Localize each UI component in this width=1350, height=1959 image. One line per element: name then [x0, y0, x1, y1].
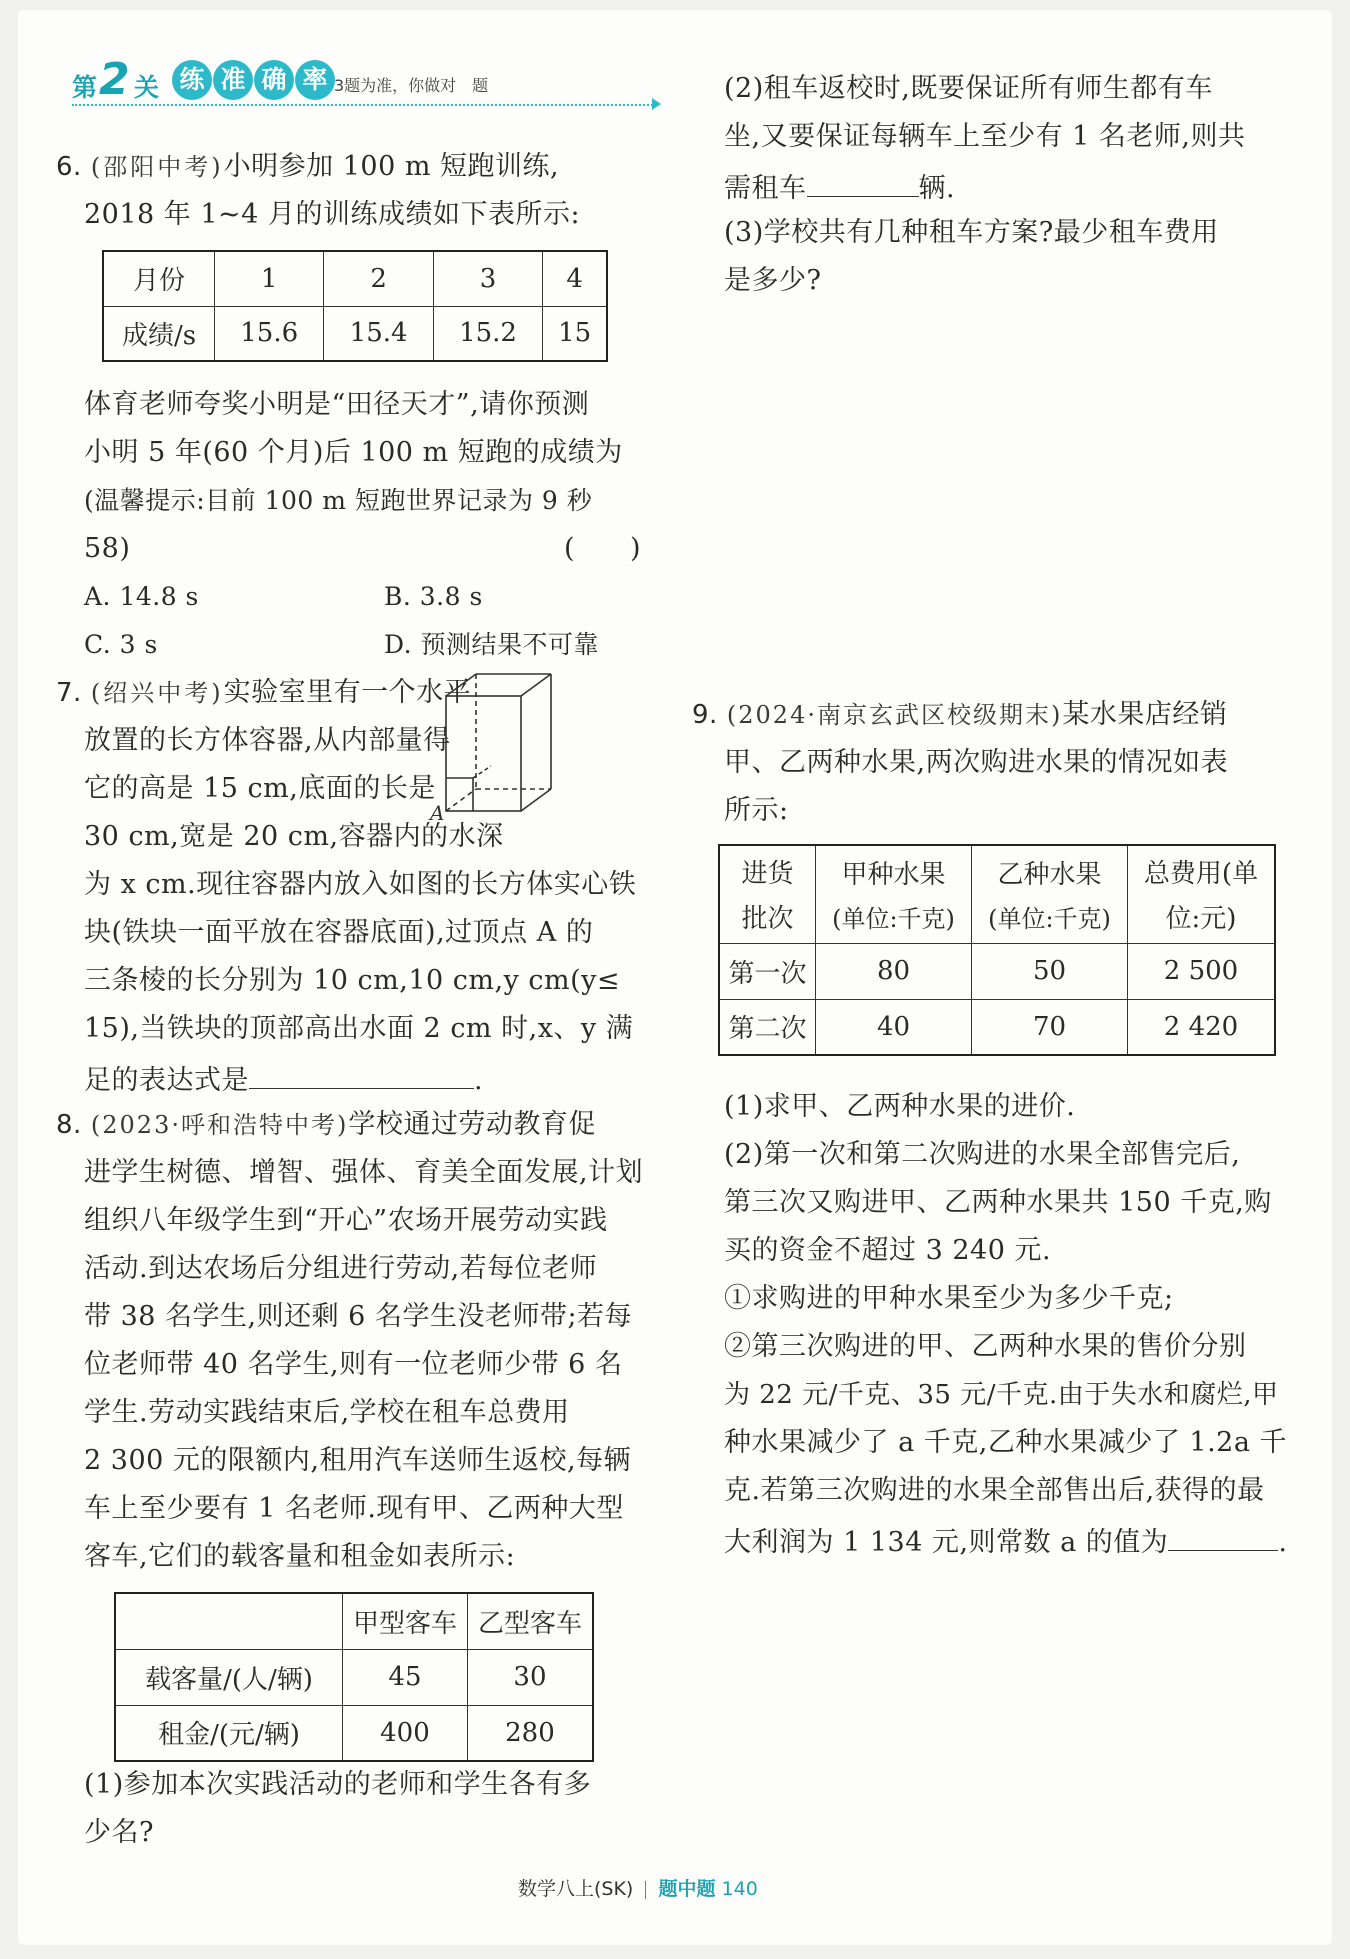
- q7-source: (绍兴中考): [90, 679, 224, 707]
- q7-line-8: 15),当铁块的顶部高出水面 2 cm 时,x、y 满: [84, 1013, 634, 1044]
- q7-line-9: [84, 1062, 483, 1096]
- q9-answer-line-6: ②第三次购进的甲、乙两种水果的售价分别: [724, 1331, 1247, 1362]
- q9-source: (2024·南京玄武区校级期末): [726, 701, 1063, 729]
- q6-text-1: 小明参加 100 m 短跑训练,: [223, 151, 560, 182]
- cuboid-front-face: [446, 696, 521, 811]
- table-cell: 乙型客车: [467, 1593, 593, 1649]
- table-cell: 第二次: [719, 999, 816, 1055]
- table-cell: 280: [467, 1705, 593, 1761]
- q8-line-3: 组织八年级学生到“开心”农场开展劳动实践: [84, 1205, 608, 1236]
- q6-line-1: [56, 152, 559, 182]
- footer-section: 题中题: [658, 1878, 716, 1900]
- q8-line-8: 2 300 元的限额内,租用汽车送师生返校,每辆: [84, 1445, 632, 1476]
- page-footer: [518, 1874, 758, 1901]
- table-cell: 50: [972, 943, 1128, 999]
- q8-source: (2023·呼和浩特中考): [90, 1111, 349, 1139]
- q8-line-6: 位老师带 40 名学生,则有一位老师少带 6 名: [84, 1349, 623, 1380]
- table-cell: 载客量/(人/辆): [115, 1649, 343, 1705]
- cuboid-top-right-edge: [521, 674, 551, 696]
- header-dotted-line: [72, 104, 657, 106]
- q7-line-1: [56, 678, 471, 708]
- footer-page-number: 140: [721, 1878, 758, 1900]
- q8-part2-line-3: [724, 170, 955, 204]
- q9-answer-line-4: 买的资金不超过 3 240 元.: [724, 1235, 1052, 1266]
- q9-answer-line-8: 种水果减少了 a 千克,乙种水果减少了 1.2a 千: [724, 1427, 1288, 1458]
- table-cell-line: (单位:千克): [832, 905, 955, 934]
- q9-line-3: 所示:: [724, 795, 789, 826]
- q6-option-b[interactable]: B. 3.8 s: [384, 582, 483, 611]
- table-cell-line: 进货: [741, 859, 794, 890]
- footer-book-title: 数学八上(SK): [518, 1878, 634, 1900]
- header-di: 第: [72, 73, 98, 102]
- q8-line-4: 活动.到达农场后分组进行劳动,若每位老师: [84, 1253, 598, 1284]
- header-badges: [172, 60, 336, 100]
- table-cell: 15.4: [324, 306, 433, 361]
- table-cell: 15.2: [433, 306, 542, 361]
- q8-part2-text: 需租车: [724, 173, 807, 204]
- header-subtitle: 3题为准，你做对 题: [334, 76, 489, 95]
- q9-answer-line-9: 克.若第三次购进的水果全部售出后,获得的最: [724, 1475, 1265, 1506]
- table-cell: [816, 845, 972, 943]
- table-cell-line: 位:元): [1165, 904, 1237, 935]
- q9-line-1: [692, 700, 1227, 730]
- table-cell: 3: [433, 251, 542, 306]
- q9-answer-line-2: (2)第一次和第二次购进的水果全部售完后,: [724, 1139, 1241, 1170]
- q8-part2-text-end: 辆.: [918, 173, 956, 204]
- q9-answer-line-7: 为 22 元/千克、35 元/千克.由于失水和腐烂,甲: [724, 1380, 1279, 1410]
- q8-line-10: 客车,它们的载客量和租金如表所示:: [84, 1541, 516, 1572]
- table-cell: [719, 845, 816, 943]
- table-cell: 70: [972, 999, 1128, 1055]
- q7-text-1: 实验室里有一个水平: [223, 677, 472, 708]
- q7-line-4: 30 cm,宽是 20 cm,容器内的水深: [84, 821, 504, 852]
- q7-line-5: 为 x cm.现往容器内放入如图的长方体实心铁: [84, 869, 637, 900]
- q9-fruit-table: [718, 844, 1276, 1056]
- q7-answer-blank[interactable]: [249, 1062, 474, 1089]
- q6-option-a[interactable]: A. 14.8 s: [84, 582, 199, 611]
- table-cell: 400: [343, 1705, 468, 1761]
- cuboid-top-left-edge: [446, 674, 476, 696]
- table-cell-line: 甲种水果: [841, 860, 946, 891]
- q9-answer-line-5: ①求购进的甲种水果至少为多少千克;: [724, 1283, 1174, 1314]
- q8-bus-table: [114, 1592, 594, 1762]
- q9-text-10: 大利润为 1 134 元,则常数 a 的值为: [724, 1527, 1169, 1558]
- q8-line-2: 进学生树德、增智、强体、育美全面发展,计划: [84, 1157, 644, 1188]
- table-cell-line: 批次: [741, 904, 794, 935]
- page: [18, 10, 1332, 1945]
- badge-lv: 率: [295, 60, 335, 100]
- table-cell: 月份: [103, 251, 215, 306]
- q8-number: 8.: [56, 1110, 82, 1140]
- badge-zhun: 准: [213, 60, 253, 100]
- q7-text-9: 足的表达式是: [84, 1065, 249, 1096]
- q6-line-4: 小明 5 年(60 个月)后 100 m 短跑的成绩为: [84, 437, 623, 468]
- q8-answer-blank[interactable]: [807, 170, 919, 197]
- q6-score-table: [102, 250, 608, 362]
- q9-number: 9.: [692, 700, 718, 730]
- table-cell: 4: [543, 251, 607, 306]
- header-level-number: 2: [99, 54, 130, 105]
- q6-answer-paren[interactable]: ( ): [564, 533, 642, 564]
- vertex-a-label: A: [430, 801, 445, 825]
- q7-number: 7.: [56, 678, 82, 708]
- header-guan: 关: [134, 73, 160, 102]
- table-cell: 30: [467, 1649, 593, 1705]
- q8-part2-line-2: 坐,又要保证每辆车上至少有 1 名老师,则共: [724, 121, 1246, 152]
- q7-cuboid-figure: [416, 666, 626, 826]
- q6-line-2: 2018 年 1~4 月的训练成绩如下表所示:: [84, 199, 581, 230]
- q6-line-5: (温馨提示:目前 100 m 短跑世界记录为 9 秒: [84, 486, 593, 515]
- q9-answer-line-3: 第三次又购进甲、乙两种水果共 150 千克,购: [724, 1187, 1272, 1218]
- table-cell: [972, 845, 1128, 943]
- q6-source: (邵阳中考): [90, 153, 224, 181]
- section-header: [72, 54, 662, 108]
- badge-lian: 练: [172, 60, 212, 100]
- table-cell: 租金/(元/辆): [115, 1705, 343, 1761]
- q8-part1-line-2: 少名?: [84, 1817, 154, 1848]
- q7-line-2: 放置的长方体容器,从内部量得: [84, 725, 451, 756]
- q6-option-d[interactable]: D. 预测结果不可靠: [384, 630, 600, 659]
- cuboid-bottom-right-edge: [521, 789, 551, 811]
- q8-part1-line-1: (1)参加本次实践活动的老师和学生各有多: [84, 1769, 592, 1800]
- q8-part2-line-1: (2)租车返校时,既要保证所有师生都有车: [724, 73, 1213, 104]
- table-cell-line: 总费用(单: [1143, 859, 1259, 890]
- table-cell: 成绩/s: [103, 306, 215, 361]
- q7-line-6: 块(铁块一面平放在容器底面),过顶点 A 的: [84, 917, 594, 948]
- badge-que: 确: [254, 60, 294, 100]
- table-cell: 第一次: [719, 943, 816, 999]
- q6-line-3: 体育老师夸奖小明是“田径天才”,请你预测: [84, 389, 590, 420]
- q9-line-2: 甲、乙两种水果,两次购进水果的情况如表: [724, 747, 1229, 778]
- footer-divider: [645, 1881, 646, 1899]
- q8-line-9: 车上至少要有 1 名老师.现有甲、乙两种大型: [84, 1493, 624, 1524]
- q9-answer-line-10: [724, 1524, 1287, 1558]
- table-cell: 45: [343, 1649, 468, 1705]
- q9-text-10-end: .: [1278, 1527, 1288, 1558]
- table-cell: 2: [324, 251, 433, 306]
- table-cell-line: (单位:千克): [988, 905, 1111, 934]
- q6-line-6: 58): [84, 533, 131, 564]
- table-cell: 2 500: [1128, 943, 1276, 999]
- q9-text-1: 某水果店经销: [1062, 699, 1228, 730]
- table-cell: 40: [816, 999, 972, 1055]
- arrow-right-icon: [652, 98, 661, 110]
- q9-answer-blank[interactable]: [1168, 1524, 1278, 1551]
- q6-number: 6.: [56, 152, 82, 182]
- cuboid-hidden-bottom-left: [446, 789, 476, 811]
- table-cell: 15: [543, 306, 607, 361]
- table-cell: 2 420: [1128, 999, 1276, 1055]
- q8-line-7: 学生.劳动实践结束后,学校在租车总费用: [84, 1397, 570, 1428]
- table-cell: 80: [816, 943, 972, 999]
- q9-answer-line-1: (1)求甲、乙两种水果的进价.: [724, 1091, 1076, 1122]
- table-cell: [1128, 845, 1276, 943]
- q8-line-5: 带 38 名学生,则还剩 6 名学生没老师带;若每: [84, 1301, 633, 1332]
- table-cell: 1: [215, 251, 324, 306]
- q8-part3-line-2: 是多少?: [724, 265, 822, 296]
- table-cell: [115, 1593, 343, 1649]
- q8-line-1: [56, 1110, 596, 1140]
- q7-line-3: 它的高是 15 cm,底面的长是: [84, 773, 436, 804]
- q7-line-7: 三条棱的长分别为 10 cm,10 cm,y cm(y≤: [84, 965, 621, 996]
- q8-part3-line-1: (3)学校共有几种租车方案?最少租车费用: [724, 217, 1219, 248]
- table-cell: 15.6: [215, 306, 324, 361]
- q7-text-9-end: .: [474, 1065, 484, 1096]
- q8-text-1: 学校通过劳动教育促: [348, 1109, 596, 1140]
- table-cell: 甲型客车: [343, 1593, 468, 1649]
- q6-option-c[interactable]: C. 3 s: [84, 630, 158, 659]
- table-cell-line: 乙种水果: [997, 860, 1102, 891]
